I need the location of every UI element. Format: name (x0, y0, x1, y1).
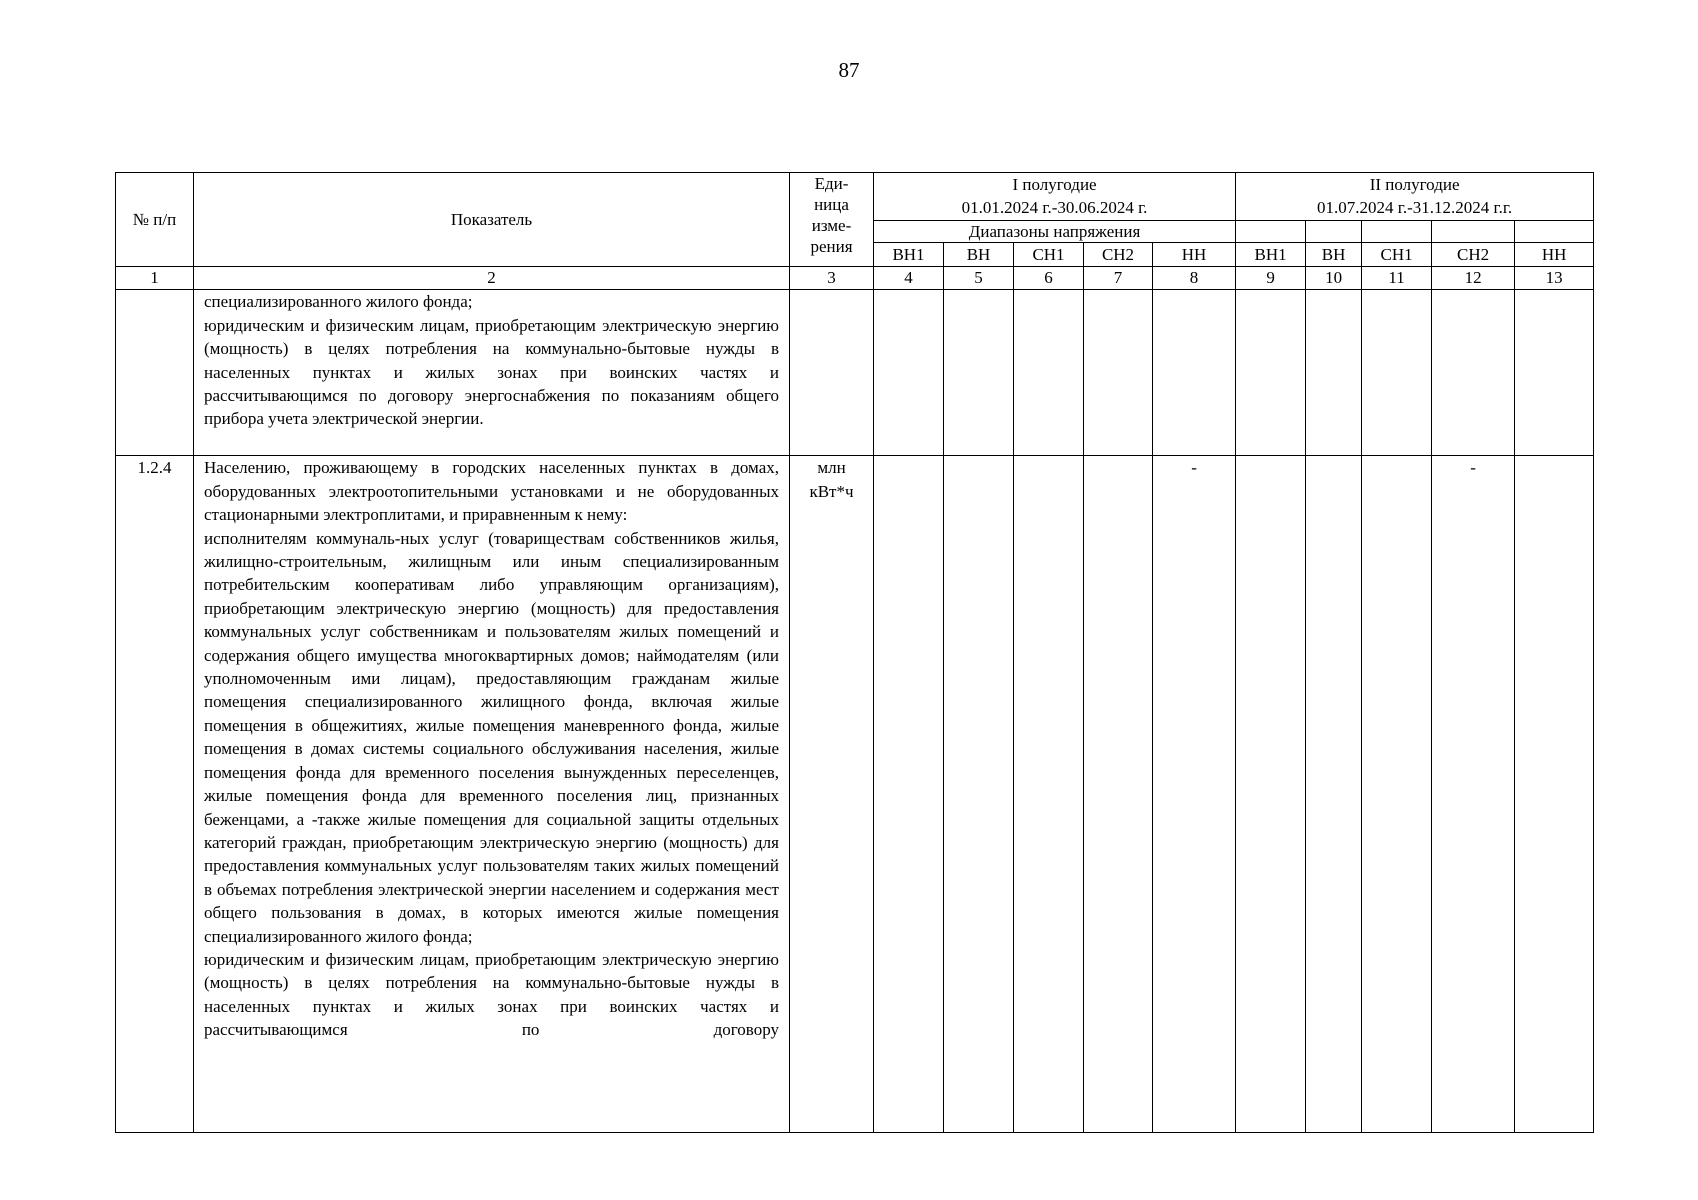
row-value (874, 290, 944, 456)
header-unit (790, 173, 874, 267)
row-value (1362, 290, 1432, 456)
header-half2-dates: 01.07.2024 г.-31.12.2024 г.г. (1317, 198, 1513, 217)
row-value (1014, 456, 1084, 1133)
row-paragraph: исполнителям коммуналь-ных услуг (товариществам собственников жилья, жилищно-строительным, жилищным или иным специализированным потребительским кооперативам либо управляющим организациям), приобретающим электрическую энергию (мощность) для предоставления коммунальных услуг собственникам и пользователям жилых помещений и содержания общего имущества многоквартирных домов; наймодателям (или уполномоченным ими лицам), предоставляющим гражданам жилые помещения специализированного жилищного фонда, включая жилые помещения в общежитиях, жилые помещения маневренного фонда, жилые помещения в домах системы социального обслуживания населения, жилые помещения фонда для временного поселения вынужденных переселенцев, жилые помещения фонда для временного поселения лиц, признанных беженцами, а -также жилые помещения для социальной защиты отдельных категорий граждан, приобретающим электрическую энергию (мощность) для предоставления коммунальных услуг пользователям таких жилых помещений в объемах потребления электрической энергии населением и содержания мест общего пользования в домах, в которых имеются жилые помещения специализированного жилого фонда; (204, 528, 779, 946)
page-number: 87 (838, 58, 860, 82)
row-value (1084, 290, 1153, 456)
header-row-1 (116, 173, 1594, 221)
row-value (1306, 456, 1362, 1133)
voltage-col-h2-vn1: ВН1 (1236, 243, 1306, 267)
column-number: 2 (194, 267, 790, 290)
header-half1-dates: 01.01.2024 г.-30.06.2024 г. (961, 198, 1148, 217)
row-value (1306, 290, 1362, 456)
column-number: 3 (790, 267, 874, 290)
row-value (1515, 290, 1594, 456)
row-value (1084, 456, 1153, 1133)
header-indicator-label: Показатель (450, 210, 533, 229)
table-row (116, 456, 1594, 1133)
column-number: 6 (1014, 267, 1084, 290)
row-unit: млн кВт*ч (790, 456, 874, 1133)
header-empty-cell (1306, 221, 1362, 243)
column-number: 11 (1362, 267, 1432, 290)
row-paragraph: специализированного жилого фонда; (204, 292, 473, 312)
row-value: - (1432, 456, 1515, 1133)
row-paragraph: Населению, проживающему в городских населенных пунктах в домах, оборудованных электроотопительными установками и не оборудованных стационарными электроплитами, и приравненным к нему: (204, 458, 779, 525)
header-unit-line: рения (810, 237, 853, 256)
column-number: 9 (1236, 267, 1306, 290)
column-number: 5 (944, 267, 1014, 290)
column-number-row (116, 267, 1594, 290)
voltage-col-h2-nn: НН (1515, 243, 1594, 267)
column-number: 4 (874, 267, 944, 290)
voltage-col-h2-vn: ВН (1306, 243, 1362, 267)
header-voltage-ranges (874, 221, 1236, 243)
row-value (1362, 456, 1432, 1133)
header-voltage-ranges-label: Диапазоны напряжения (968, 222, 1141, 241)
tariff-table (115, 172, 1594, 1133)
row-value (1153, 290, 1236, 456)
header-empty-cell (1236, 221, 1306, 243)
row-value (1236, 456, 1306, 1133)
column-number: 1 (116, 267, 194, 290)
row-paragraph: юридическим и физическим лицам, приобретающим электрическую энергию (мощность) в целях потребления на коммунально-бытовые нужды в населенных пунктах и жилых зонах при воинских частях и рассчитывающимся по договору (204, 949, 779, 1040)
table-row (116, 290, 1594, 456)
row-value (1515, 456, 1594, 1133)
header-empty-cell (1362, 221, 1432, 243)
row-value (1014, 290, 1084, 456)
header-unit-line: ница (814, 195, 849, 214)
voltage-col-h1-vn1: ВН1 (874, 243, 944, 267)
row-paragraph: юридическим и физическим лицам, приобретающим электрическую энергию (мощность) в целях потребления на коммунально-бытовые нужды в населенных пунктах и жилых зонах при воинских частях и рассчитывающимся по договору энергоснабжения по показаниям общего прибора учета электрической энергии. (204, 315, 779, 429)
header-half1 (874, 173, 1236, 221)
row-number (116, 290, 194, 456)
header-num-label: № п/п (132, 210, 177, 229)
row-value (944, 290, 1014, 456)
row-value (1432, 290, 1515, 456)
voltage-col-h1-nn: НН (1153, 243, 1236, 267)
row-value (1236, 290, 1306, 456)
row-unit (790, 290, 874, 456)
column-number: 7 (1084, 267, 1153, 290)
header-empty-cell (1432, 221, 1515, 243)
voltage-col-h2-sn1: СН1 (1362, 243, 1432, 267)
voltage-col-h2-sn2: СН2 (1432, 243, 1515, 267)
column-number: 13 (1515, 267, 1594, 290)
column-number: 8 (1153, 267, 1236, 290)
header-indicator (194, 173, 790, 267)
header-half2 (1236, 173, 1594, 221)
row-indicator-text (194, 290, 790, 456)
header-unit-line: изме- (811, 216, 852, 235)
voltage-col-h1-vn: ВН (944, 243, 1014, 267)
voltage-col-h1-sn2: СН2 (1084, 243, 1153, 267)
header-empty-cell (1515, 221, 1594, 243)
row-value: - (1153, 456, 1236, 1133)
row-number: 1.2.4 (116, 456, 194, 1133)
column-number: 12 (1432, 267, 1515, 290)
column-number: 10 (1306, 267, 1362, 290)
header-num (116, 173, 194, 267)
row-value (944, 456, 1014, 1133)
header-unit-line: Еди- (814, 174, 849, 193)
row-indicator-text (194, 456, 790, 1133)
header-half2-title: II полугодие (1369, 175, 1460, 194)
header-half1-title: I полугодие (1012, 175, 1097, 194)
row-value (874, 456, 944, 1133)
voltage-col-h1-sn1: СН1 (1014, 243, 1084, 267)
